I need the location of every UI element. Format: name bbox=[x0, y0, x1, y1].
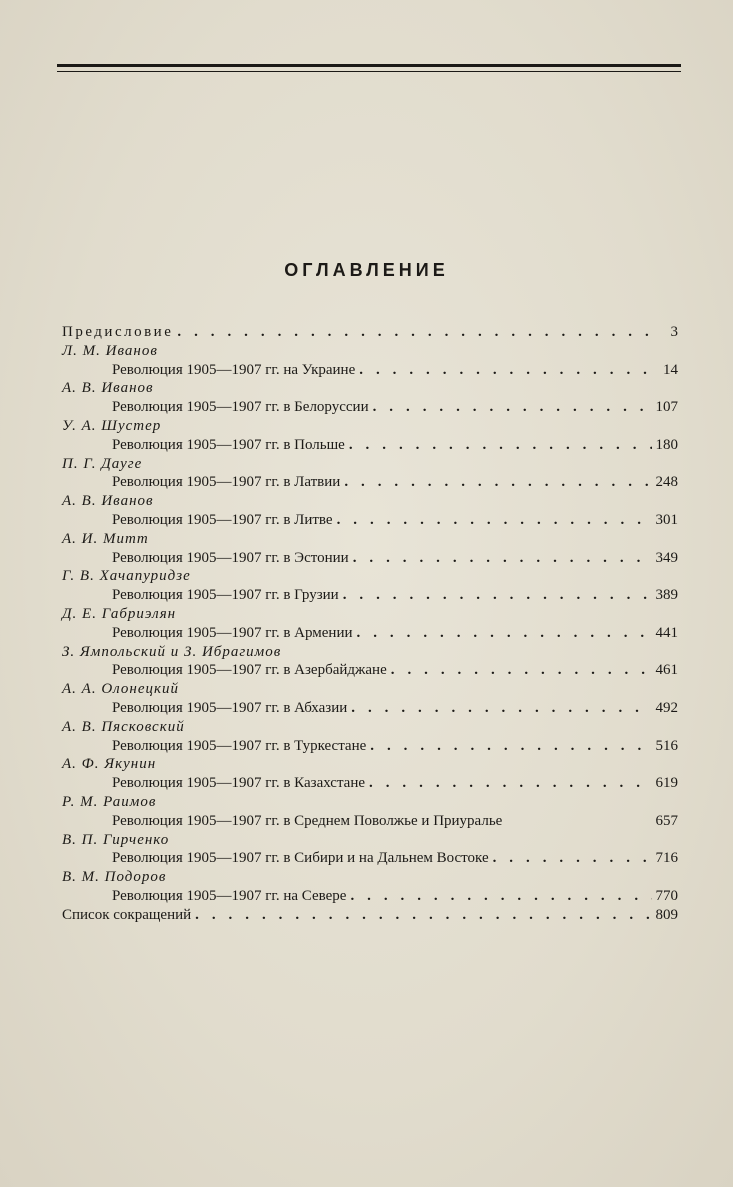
author-name: А. А. Олонецкий bbox=[62, 681, 179, 698]
page-number: 180 bbox=[655, 436, 678, 453]
dot-leader bbox=[339, 586, 652, 605]
page-number: 809 bbox=[655, 906, 678, 923]
toc-author bbox=[62, 680, 678, 699]
dot-leader bbox=[353, 624, 652, 643]
toc-author bbox=[62, 605, 678, 624]
toc-entry bbox=[62, 887, 678, 906]
toc-entry bbox=[62, 436, 678, 455]
toc-section bbox=[62, 323, 678, 342]
header-rule-thin bbox=[57, 71, 681, 72]
author-name: Р. М. Раимов bbox=[62, 793, 157, 810]
page-number: 441 bbox=[655, 624, 678, 641]
page-number: 107 bbox=[655, 399, 678, 416]
author-name: Д. Е. Габриэлян bbox=[62, 605, 177, 622]
toc-author bbox=[62, 643, 678, 662]
toc-section bbox=[62, 906, 678, 925]
author-name: А. В. Пясковский bbox=[62, 718, 185, 735]
author-name: З. Ямпольский и З. Ибрагимов bbox=[62, 643, 282, 660]
toc-entry bbox=[62, 774, 678, 793]
toc-author bbox=[62, 417, 678, 436]
dot-leader bbox=[365, 774, 652, 793]
author-name: В. М. Подоров bbox=[62, 869, 167, 886]
entry-title: Предисловие bbox=[62, 324, 174, 340]
entry-title: Революция 1905—1907 гг. в Эстонии bbox=[112, 549, 349, 566]
dot-leader bbox=[347, 699, 652, 718]
dot-leader bbox=[489, 849, 652, 868]
toc-entry bbox=[62, 812, 678, 831]
page-number: 349 bbox=[655, 549, 678, 566]
entry-title: Революция 1905—1907 гг. в Латвии bbox=[112, 474, 341, 491]
toc-author bbox=[62, 718, 678, 737]
page-number: 248 bbox=[655, 474, 678, 491]
toc-author bbox=[62, 455, 678, 474]
entry-title: Революция 1905—1907 гг. в Литве bbox=[112, 511, 333, 528]
dot-leader bbox=[366, 737, 652, 756]
toc-entry bbox=[62, 699, 678, 718]
page-number: 657 bbox=[655, 812, 678, 829]
entry-title: Революция 1905—1907 гг. в Белоруссии bbox=[112, 399, 369, 416]
toc-entry bbox=[62, 661, 678, 680]
toc-entry bbox=[62, 586, 678, 605]
toc-author bbox=[62, 342, 678, 361]
page-number: 516 bbox=[655, 737, 678, 754]
toc-author bbox=[62, 379, 678, 398]
dot-leader bbox=[387, 661, 652, 680]
toc-author bbox=[62, 868, 678, 887]
page-number: 389 bbox=[655, 587, 678, 604]
author-name: У. А. Шустер bbox=[62, 417, 162, 434]
author-name: А. В. Иванов bbox=[62, 493, 154, 510]
page-number: 301 bbox=[655, 511, 678, 528]
toc-author bbox=[62, 755, 678, 774]
dot-leader bbox=[349, 549, 652, 568]
page-number: 461 bbox=[655, 662, 678, 679]
entry-title: Революция 1905—1907 гг. в Армении bbox=[112, 624, 353, 641]
header-rule-thick bbox=[57, 64, 681, 67]
entry-title: Революция 1905—1907 гг. в Среднем Поволжье и Приуралье bbox=[112, 812, 503, 829]
entry-title: Революция 1905—1907 гг. в Грузии bbox=[112, 587, 339, 604]
author-name: А. И. Митт bbox=[62, 530, 149, 547]
author-name: В. П. Гирченко bbox=[62, 831, 170, 848]
entry-title: Революция 1905—1907 гг. в Казахстане bbox=[112, 775, 366, 792]
page-title: ОГЛАВЛЕНИЕ bbox=[284, 260, 449, 280]
dot-leader bbox=[345, 436, 652, 455]
page-number: 14 bbox=[663, 361, 678, 378]
dot-leader bbox=[173, 323, 652, 342]
page-number: 3 bbox=[670, 324, 678, 340]
author-name: Г. В. Хачапуридзе bbox=[62, 568, 191, 585]
page-number: 770 bbox=[655, 887, 678, 904]
author-name: П. Г. Дауге bbox=[62, 455, 143, 472]
toc-author bbox=[62, 530, 678, 549]
page-number: 619 bbox=[655, 775, 678, 792]
dot-leader bbox=[369, 398, 652, 417]
toc-entry bbox=[62, 511, 678, 530]
entry-title: Революция 1905—1907 гг. в Сибири и на Дальнем Востоке bbox=[112, 850, 489, 867]
entry-title: Революция 1905—1907 гг. в Абхазии bbox=[112, 699, 348, 716]
dot-leader bbox=[340, 473, 652, 492]
dot-leader bbox=[346, 887, 652, 906]
toc-author bbox=[62, 831, 678, 850]
entry-title: Революция 1905—1907 гг. в Азербайджане bbox=[112, 662, 387, 679]
author-name: А. В. Иванов bbox=[62, 380, 154, 397]
toc-author bbox=[62, 567, 678, 586]
toc-entry bbox=[62, 737, 678, 756]
toc-entry bbox=[62, 361, 678, 380]
author-name: А. Ф. Якунин bbox=[62, 756, 157, 773]
toc-entry bbox=[62, 473, 678, 492]
author-name: Л. М. Иванов bbox=[62, 342, 158, 359]
table-of-contents bbox=[62, 323, 678, 925]
entry-title: Революция 1905—1907 гг. на Украине bbox=[112, 361, 356, 378]
dot-leader bbox=[333, 511, 652, 530]
entry-title: Революция 1905—1907 гг. в Польше bbox=[112, 436, 345, 453]
dot-leader bbox=[191, 906, 652, 925]
toc-author bbox=[62, 492, 678, 511]
page-number: 492 bbox=[655, 699, 678, 716]
toc-entry bbox=[62, 398, 678, 417]
dot-leader bbox=[355, 361, 652, 380]
entry-title: Список сокращений bbox=[62, 906, 192, 923]
toc-entry bbox=[62, 549, 678, 568]
toc-author bbox=[62, 793, 678, 812]
page-number: 716 bbox=[655, 850, 678, 867]
entry-title: Революция 1905—1907 гг. в Туркестане bbox=[112, 737, 367, 754]
toc-entry bbox=[62, 624, 678, 643]
entry-title: Революция 1905—1907 гг. на Севере bbox=[112, 887, 347, 904]
toc-entry bbox=[62, 849, 678, 868]
